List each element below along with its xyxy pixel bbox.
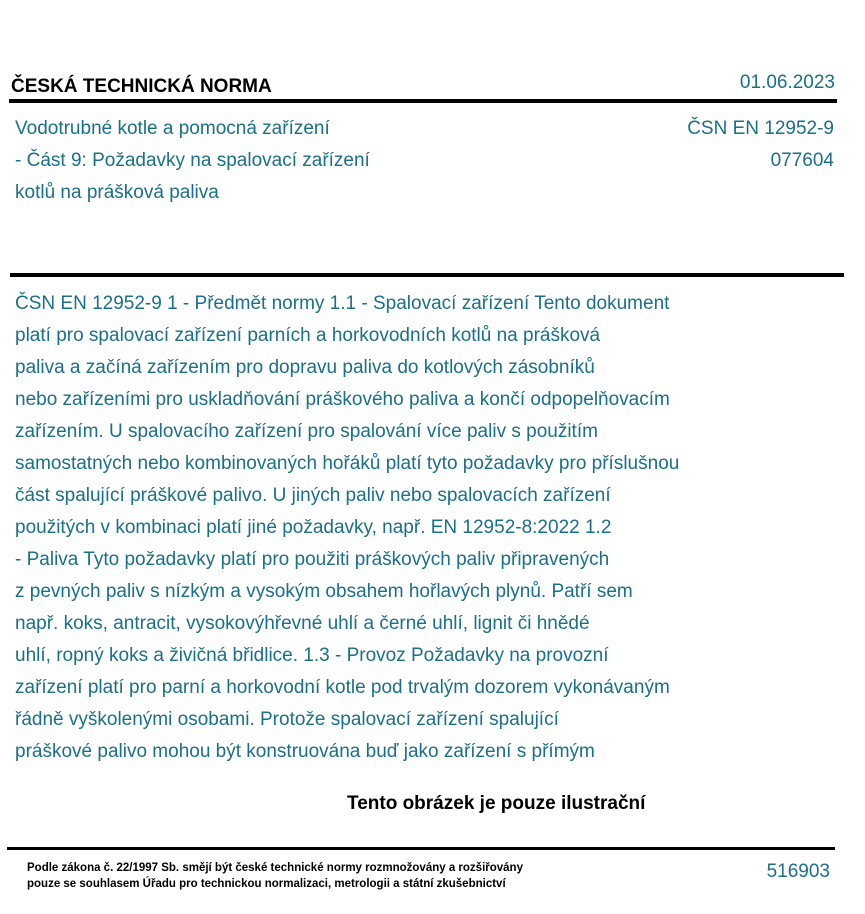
title-line-2: - Část 9: Požadavky na spalovací zařízení [15,150,370,171]
body-line: samostatných nebo kombinovaných hořáků platí tyto požadavky pro příslušnou [15,453,680,474]
standard-number: ČSN EN 12952-9 [687,118,834,139]
illustration-note: Tento obrázek je pouze ilustrační [347,793,646,814]
title-line-3: kotlů na prášková paliva [15,182,219,203]
body-line: např. koks, antracit, vysokovýhřevné uhlí a černé uhlí, lignit či hnědé [15,613,590,634]
body-line: část spalující práškové palivo. U jiných paliv nebo spalovacích zařízení [15,485,611,506]
body-line: uhlí, ropný koks a živičná břidlice. 1.3 - Provoz Požadavky na provozní [15,645,609,666]
body-line: z pevných paliv s nízkým a vysokým obsahem hořlavých plynů. Patří sem [15,581,633,602]
body-line: práškové palivo mohou být konstruována buď jako zařízení s přímým [15,741,595,762]
legal-line-1: Podle zákona č. 22/1997 Sb. smějí být české technické normy rozmnožovány a rozšiřovány [27,862,523,874]
body-line: platí pro spalovací zařízení parních a horkovodních kotlů na prášková [15,325,601,346]
legal-line-2: pouze se souhlasem Úřadu pro technickou normalizaci, metrologii a státní zkušebnictví [27,878,506,890]
title-line-1: Vodotrubné kotle a pomocná zařízení [15,118,330,139]
body-line: zařízením. U spalovacího zařízení pro spalování více paliv s použitím [15,421,598,442]
header-rule [9,99,837,103]
body-line: zařízení platí pro parní a horkovodní kotle pod trvalým dozorem vykonávaným [15,677,670,698]
body-line: paliva a začíná zařízením pro dopravu paliva do kotlových zásobníků [15,357,595,378]
footer-rule [7,847,835,850]
body-line: řádně vyškolenými osobami. Protože spalovací zařízení spalující [15,709,559,730]
body-line: nebo zařízeními pro uskladňování práškového paliva a končí odpopelňovacím [15,389,670,410]
body-line: ČSN EN 12952-9 1 - Předmět normy 1.1 - Spalovací zařízení Tento dokument [15,293,670,314]
title-rule [10,273,844,277]
body-line: - Paliva Tyto požadavky platí pro použiti práškových paliv připravených [15,549,610,570]
body-line: použitých v kombinaci platí jiné požadavky, např. EN 12952-8:2022 1.2 [15,517,612,538]
publication-date: 01.06.2023 [739,72,835,93]
class-number: 077604 [770,150,834,171]
norm-label: ČESKÁ TECHNICKÁ NORMA [11,76,272,97]
document-id: 516903 [766,861,830,882]
